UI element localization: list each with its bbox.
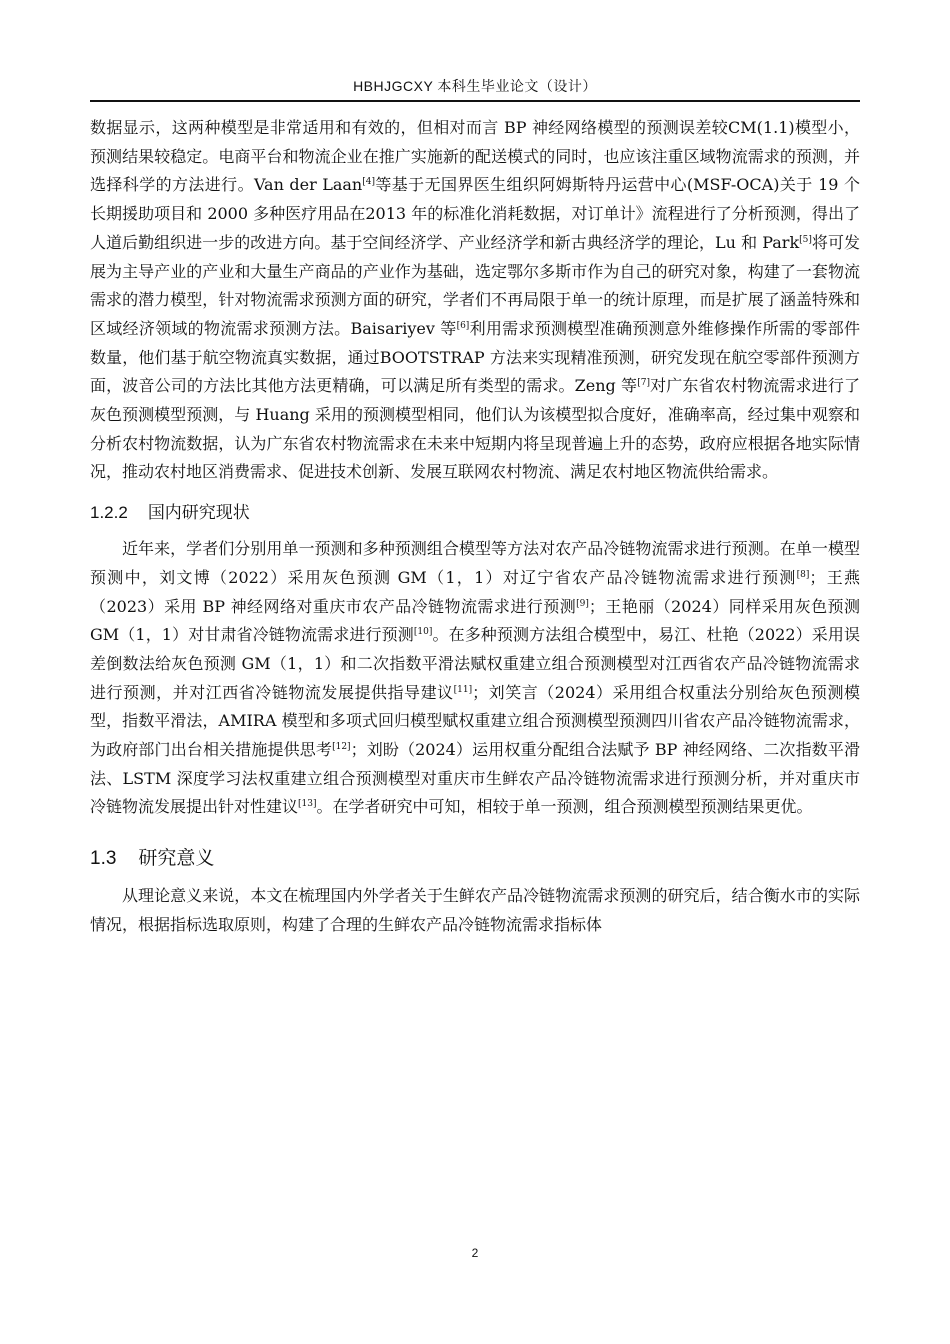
text-run: 。在学者研究中可知，相较于单一预测，组合预测模型预测结果更优。 bbox=[316, 797, 813, 817]
body-content bbox=[90, 114, 860, 940]
text-run: 对广东省农村物流需求进行了灰色预测模型预测，与 Huang 采用的预测模型相同，他们认为该模型拟合度好，准确率高，经过集中观察和分析农村物流数据，认为广东省农村物流需求在未来中短期内将呈现普遍上升的态势，政府应根据各地实际情况，推动农村地区消费需求、促进技术创新、发展互联网农村物流、满足农村地区物流供给需求。 bbox=[90, 376, 860, 482]
citation-5: [5] bbox=[799, 234, 812, 245]
citation-11: [11] bbox=[453, 684, 473, 695]
citation-8: [8] bbox=[796, 569, 810, 580]
section-title: 研究意义 bbox=[138, 848, 215, 870]
citation-10: [10] bbox=[413, 627, 433, 638]
text-run: 利用需求预测模型准确预测意外维修操作所需的零部件数量，他们基于航空物流真实数据，通过BOOTSTRAP 方法来实现精准预测，研究发现在航空零部件预测方面，波音公司的方法比其他方法更精确，可以满足所有类型的需求。Zeng 等 bbox=[90, 318, 860, 396]
text-run: 将可发展为主导产业的产业和大量生产商品的产业作为基础，选定鄂尔多斯市作为自己的研究对象，构建了一套物流需求的潜力模型，针对物流需求预测方面的研究，学者们不再局限于单一的统计原理，而是扩展了涵盖特殊和区域经济领域的物流需求预测方法。Baisariyev 等 bbox=[90, 232, 860, 338]
section-number: 1.3 bbox=[90, 848, 117, 870]
citation-13: [13] bbox=[298, 799, 317, 810]
text-run: ；刘盼（2024）运用权重分配组合法赋予 BP 神经网络、二次指数平滑法、LSTM 深度学习法权重建立组合预测模型对重庆市生鲜农产品冷链物流需求进行预测分析，并对重庆市冷链物流发展提出针对性建议 bbox=[90, 740, 860, 817]
citation-6: [6] bbox=[456, 320, 470, 331]
paragraph-domestic-research bbox=[90, 535, 860, 822]
text-run: 。在多种预测方法组合模型中，易江、杜艳（2022）采用误差倒数法给灰色预测 GM（1，1）和二次指数平滑法赋权重建立组合预测模型对江西省农产品冷链物流需求进行预测，并对江西省冷链物流发展提供指导建议 bbox=[90, 625, 860, 702]
text-run: 近年来，学者们分别用单一预测和多种预测组合模型等方法对农产品冷链物流需求进行预测。在单一模型预测中，刘文博（2022）采用灰色预测 GM（1，1）对辽宁省农产品冷链物流需求进行预测 bbox=[90, 539, 860, 587]
text-run: ；刘笑言（2024）采用组合权重法分别给灰色预测模型，指数平滑法，AMIRA 模型和多项式回归模型赋权重建立组合预测模型预测四川省农产品冷链物流需求，为政府部门出台相关措施提供思考 bbox=[90, 682, 860, 760]
citation-12: [12] bbox=[332, 742, 351, 753]
paragraph-foreign-research-continued bbox=[90, 114, 860, 487]
citation-9: [9] bbox=[576, 598, 589, 609]
text-run: ；王艳丽（2024）同样采用灰色预测 GM（1，1）对甘肃省冷链物流需求进行预测 bbox=[90, 596, 860, 645]
citation-4: [4] bbox=[362, 177, 375, 188]
section-heading bbox=[90, 844, 860, 874]
page-number: 2 bbox=[471, 1246, 479, 1260]
subsection-number: 1.2.2 bbox=[90, 503, 128, 523]
citation-7: [7] bbox=[637, 378, 650, 389]
subsection-title: 国内研究现状 bbox=[147, 503, 250, 523]
text-run: ；王燕（2023）采用 BP 神经网络对重庆市农产品冷链物流需求进行预测 bbox=[90, 567, 860, 616]
paragraph-research-significance: 从理论意义来说，本文在梳理国内外学者关于生鲜农产品冷链物流需求预测的研究后，结合衡水市的实际情况，根据指标选取原则，构建了合理的生鲜农产品冷链物流需求指标体 bbox=[90, 886, 860, 934]
text-run: 数据显示，这两种模型是非常适用和有效的，但相对而言 BP 神经网络模型的预测误差较CM(1.1)模型小，预测结果较稳定。电商平台和物流企业在推广实施新的配送模式的同时，也应该注重区域物流需求的预测，并选择科学的方法进行。Van der Laan bbox=[90, 118, 860, 195]
header-divider bbox=[90, 100, 860, 102]
subsection-heading bbox=[90, 499, 860, 527]
text-run: 等基于无国界医生组织阿姆斯特丹运营中心(MSF-OCA)关于 19 个长期援助项目和 2000 多种医疗用品在2013 年的标准化消耗数据，对订单计》流程进行了分析预测，得出了人道后勤组织进一步的改进方向。基于空间经济学、产业经济学和新古典经济学的理论，Lu 和 Park bbox=[90, 175, 860, 252]
page-header: HBHJGCXY 本科生毕业论文（设计） bbox=[353, 78, 597, 94]
